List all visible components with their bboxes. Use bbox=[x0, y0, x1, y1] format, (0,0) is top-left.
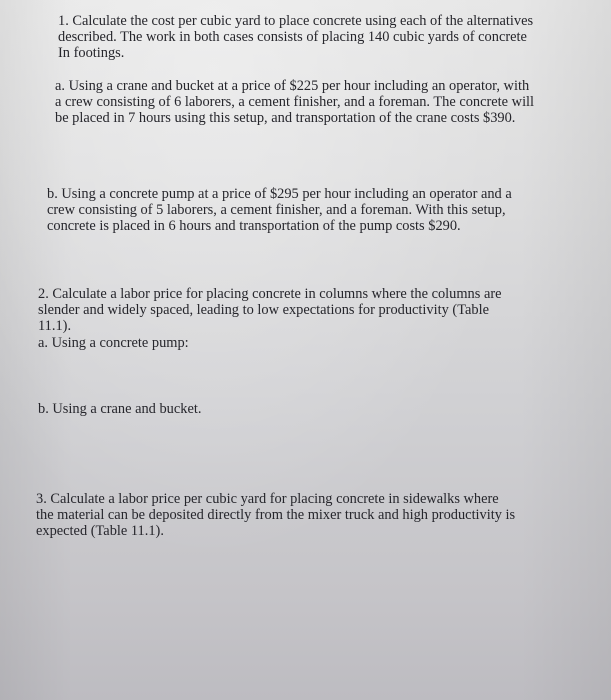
question-3 bbox=[36, 491, 515, 540]
question-1b-line-2: crew consisting of 5 laborers, a cement finisher, and a foreman. With this setup, bbox=[47, 202, 506, 219]
question-2 bbox=[38, 286, 502, 351]
question-1a-line-1: a. Using a crane and bucket at a price of $225 per hour including an operator, with bbox=[55, 78, 530, 94]
question-2-line-2: slender and widely spaced, leading to low expectations for productivity (Table bbox=[38, 302, 489, 319]
question-1a bbox=[55, 78, 534, 127]
question-3-line-3: expected (Table 11.1). bbox=[36, 523, 164, 540]
question-1 bbox=[58, 13, 533, 62]
question-1a-line-2: a crew consisting of 6 laborers, a cement finisher, and a foreman. The concrete will bbox=[55, 94, 535, 111]
question-3-line-1: 3. Calculate a labor price per cubic yard for placing concrete in sidewalks where bbox=[36, 491, 499, 507]
question-1b-line-1: b. Using a concrete pump at a price of $295 per hour including an operator and a bbox=[47, 186, 512, 202]
question-1b-line-3: concrete is placed in 6 hours and transportation of the pump costs $290. bbox=[47, 218, 461, 235]
question-3-line-2: the material can be deposited directly from the mixer truck and high productivity is bbox=[36, 507, 516, 524]
question-1-line-2: described. The work in both cases consists of placing 140 cubic yards of concrete bbox=[58, 29, 527, 46]
question-2b bbox=[38, 401, 201, 417]
question-1b bbox=[47, 186, 512, 235]
question-2a: a. Using a concrete pump: bbox=[38, 334, 189, 351]
question-1-line-1: 1. Calculate the cost per cubic yard to place concrete using each of the alternatives bbox=[58, 13, 534, 29]
question-2b-line-1: b. Using a crane and bucket. bbox=[38, 401, 202, 417]
question-1-line-3: In footings. bbox=[58, 45, 125, 62]
question-2-line-3: 11.1). bbox=[38, 318, 72, 335]
question-2-line-1: 2. Calculate a labor price for placing concrete in columns where the columns are bbox=[38, 286, 502, 302]
question-1a-line-3: be placed in 7 hours using this setup, and transportation of the crane costs $390. bbox=[55, 110, 516, 127]
